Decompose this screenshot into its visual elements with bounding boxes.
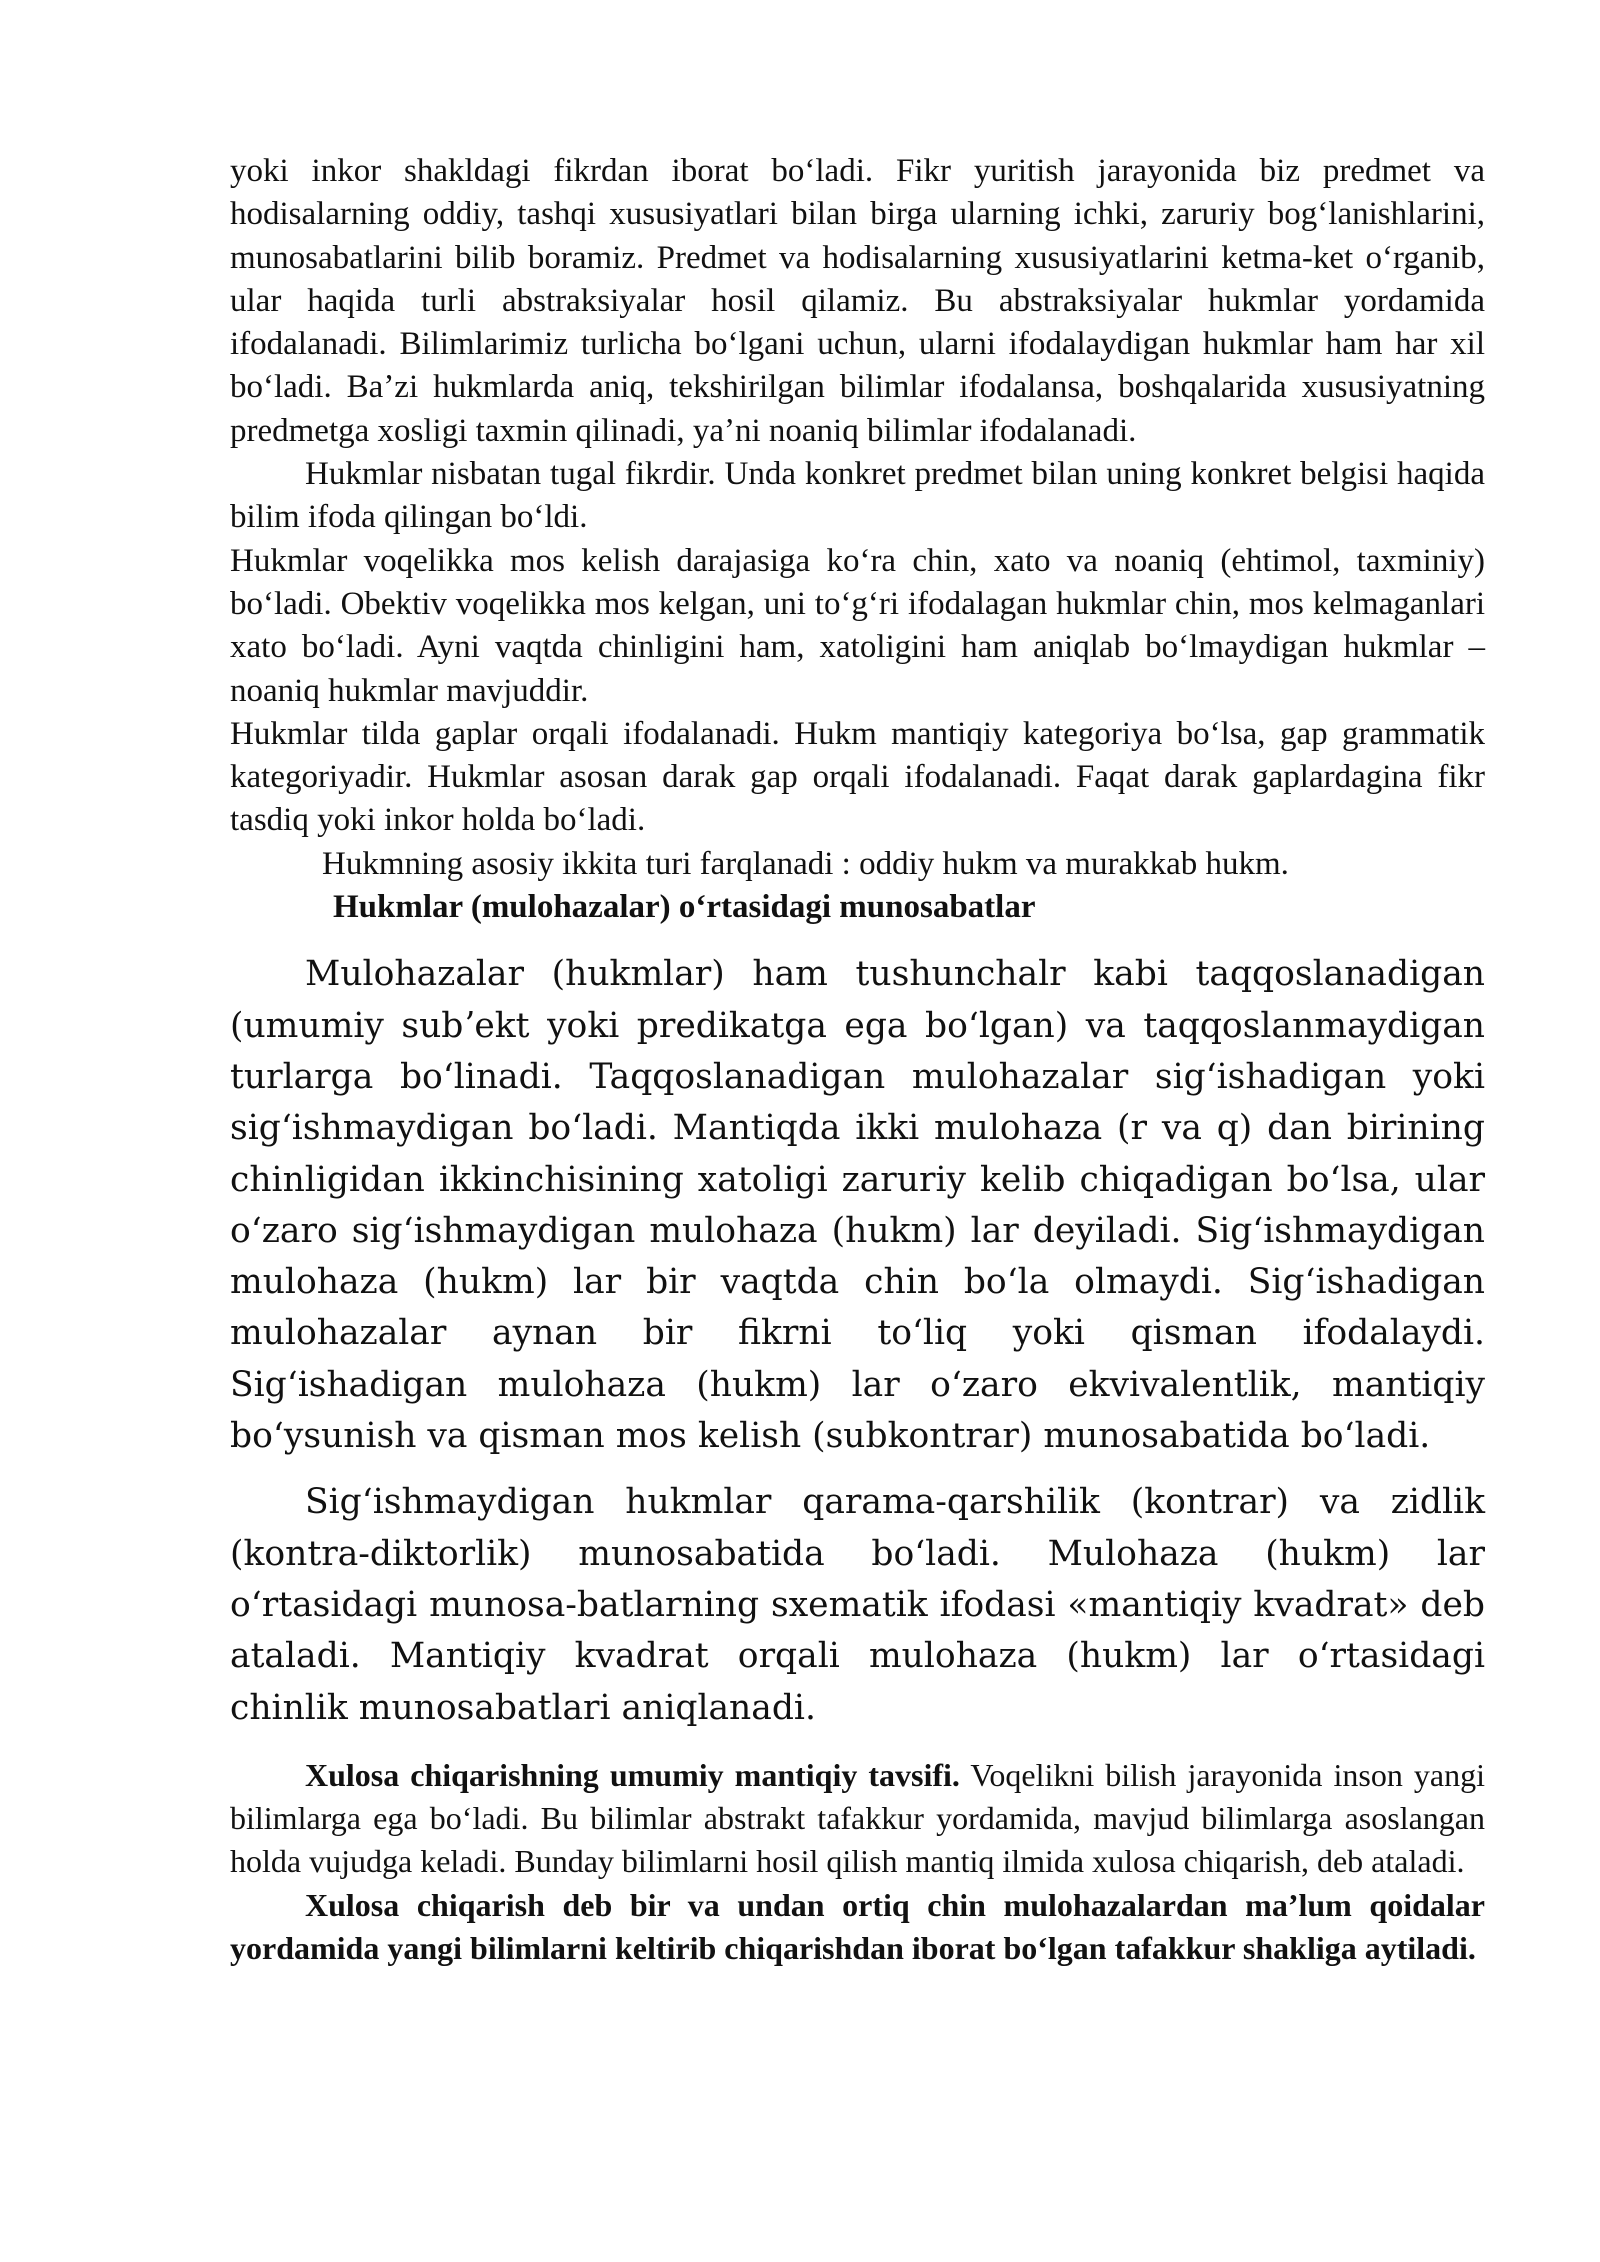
paragraph: Hukmlar voqelikka mos kelish darajasiga koʻra chin, xato va noaniq (ehtimol, taxminiy) boʻladi. Obektiv voqelikka mos kelgan, uni toʻgʻri ifodalagan hukmlar chin, mos kelmaganlari xato boʻladi. Ayni vaqtda chinligini ham, xatoligini ham aniqlab boʻlmaydigan hukmlar – noaniq hukmlar mavjuddir. bbox=[230, 542, 1485, 709]
paragraph-text: Voqelikni bilish jarayonida inson yangi bilimlarga ega boʻladi. Bu bilimlar abstrakt tafakkur yordamida, mavjud bilimlarga asoslangan holda vujudga keladi. Bunday bilimlarni hosil qilish mantiq ilmida xulosa chiqarish, deb ataladi. bbox=[230, 1756, 1486, 1880]
paragraph: yoki inkor shakldagi fikrdan iborat boʻladi. Fikr yuritish jarayonida biz predmet va hodisalarning oddiy, tashqi xususiyatlari bilan birga ularning ichki, zaruriy bogʻlanishlarini, munosabatlarini bilib boramiz. Predmet va hodisalarning xususiyatlarini ketma-ket oʻrganib, ular haqida turli abstraksiyalar hosil qilamiz. Bu abstraksiyalar hukmlar yordamida ifodalanadi. Bilimlarimiz turlicha boʻlgani uchun, ularni ifodalaydigan hukmlar ham har xil boʻladi. Baʼzi hukmlarda aniq, tekshirilgan bilimlar ifodalansa, boshqalarida xususiyatning predmetga xosligi taxmin qilinadi, yaʼni noaniq bilimlar ifodalanadi. bbox=[230, 153, 1485, 449]
section-relations bbox=[230, 949, 1485, 1733]
paragraph: Sigʻishmaydigan hukmlar qarama-qarshilik (kontrar) va zidlik (kontra-diktorlik) munosabatida boʻladi. Mulohaza (hukm) lar oʻrtasidagi munosa-batlarning sxematik ifodasi «mantiqiy kvadrat» deb ataladi. Mantiqiy kvadrat orqali mulohaza (hukm) lar oʻrtasidagi chinlik munosabatlari aniqlanadi. bbox=[230, 1482, 1485, 1728]
paragraph: Hukmlar nisbatan tugal fikrdir. Unda konkret predmet bilan uning konkret belgisi haqida bilim ifoda qilingan boʻldi. bbox=[230, 456, 1485, 536]
paragraph: Mulohazalar (hukmlar) ham tushunchalr kabi taqqoslanadigan (umumiy subʼekt yoki predikatga ega boʻlgan) va taqqoslanmaydigan turlarga boʻlinadi. Taqqoslanadigan mulohazalar sigʻishadigan yoki sigʻishmaydigan boʻladi. Mantiqda ikki mulohaza (r va q) dan birining chinligidan ikkinchisining xatoligi zaruriy kelib chiqadigan boʻlsa, ular oʻzaro sigʻishmaydigan mulohaza (hukm) lar deyiladi. Sigʻishmaydigan mulohaza (hukm) lar bir vaqtda chin boʻla olmaydi. Sigʻishadigan mulohazalar aynan bir fikrni toʻliq yoki qisman ifodalaydi. Sigʻishadigan mulohaza (hukm) lar oʻzaro ekvivalentlik, mantiqiy boʻysunish va qisman mos kelish (subkontrar) munosabatida boʻladi. bbox=[230, 954, 1485, 1457]
paragraph bbox=[230, 1754, 1485, 1884]
paragraph-lead-heading: Xulosa chiqarishning umumiy mantiqiy tavsifi. bbox=[305, 1756, 960, 1793]
section-heading: Hukmlar (mulohazalar) oʻrtasidagi munosabatlar bbox=[333, 889, 1036, 926]
section-judgments bbox=[230, 150, 1485, 929]
definition-paragraph: Xulosa chiqarish deb bir va undan ortiq chin mulohazalardan maʼlum qoidalar yordamida yangi bilimlarni keltirib chiqarishdan iborat boʻlgan tafakkur shakliga aytiladi. bbox=[230, 1886, 1485, 1966]
paragraph: Hukmning asosiy ikkita turi farqlanadi : oddiy hukm va murakkab hukm. bbox=[322, 845, 1289, 882]
document-page bbox=[230, 150, 1485, 1970]
section-inference bbox=[230, 1754, 1485, 1970]
paragraph: Hukmlar tilda gaplar orqali ifodalanadi. Hukm mantiqiy kategoriya boʻlsa, gap grammatik kategoriyadir. Hukmlar asosan darak gap orqali ifodalanadi. Faqat darak gaplardagina fikr tasdiq yoki inkor holda boʻladi. bbox=[230, 715, 1485, 839]
